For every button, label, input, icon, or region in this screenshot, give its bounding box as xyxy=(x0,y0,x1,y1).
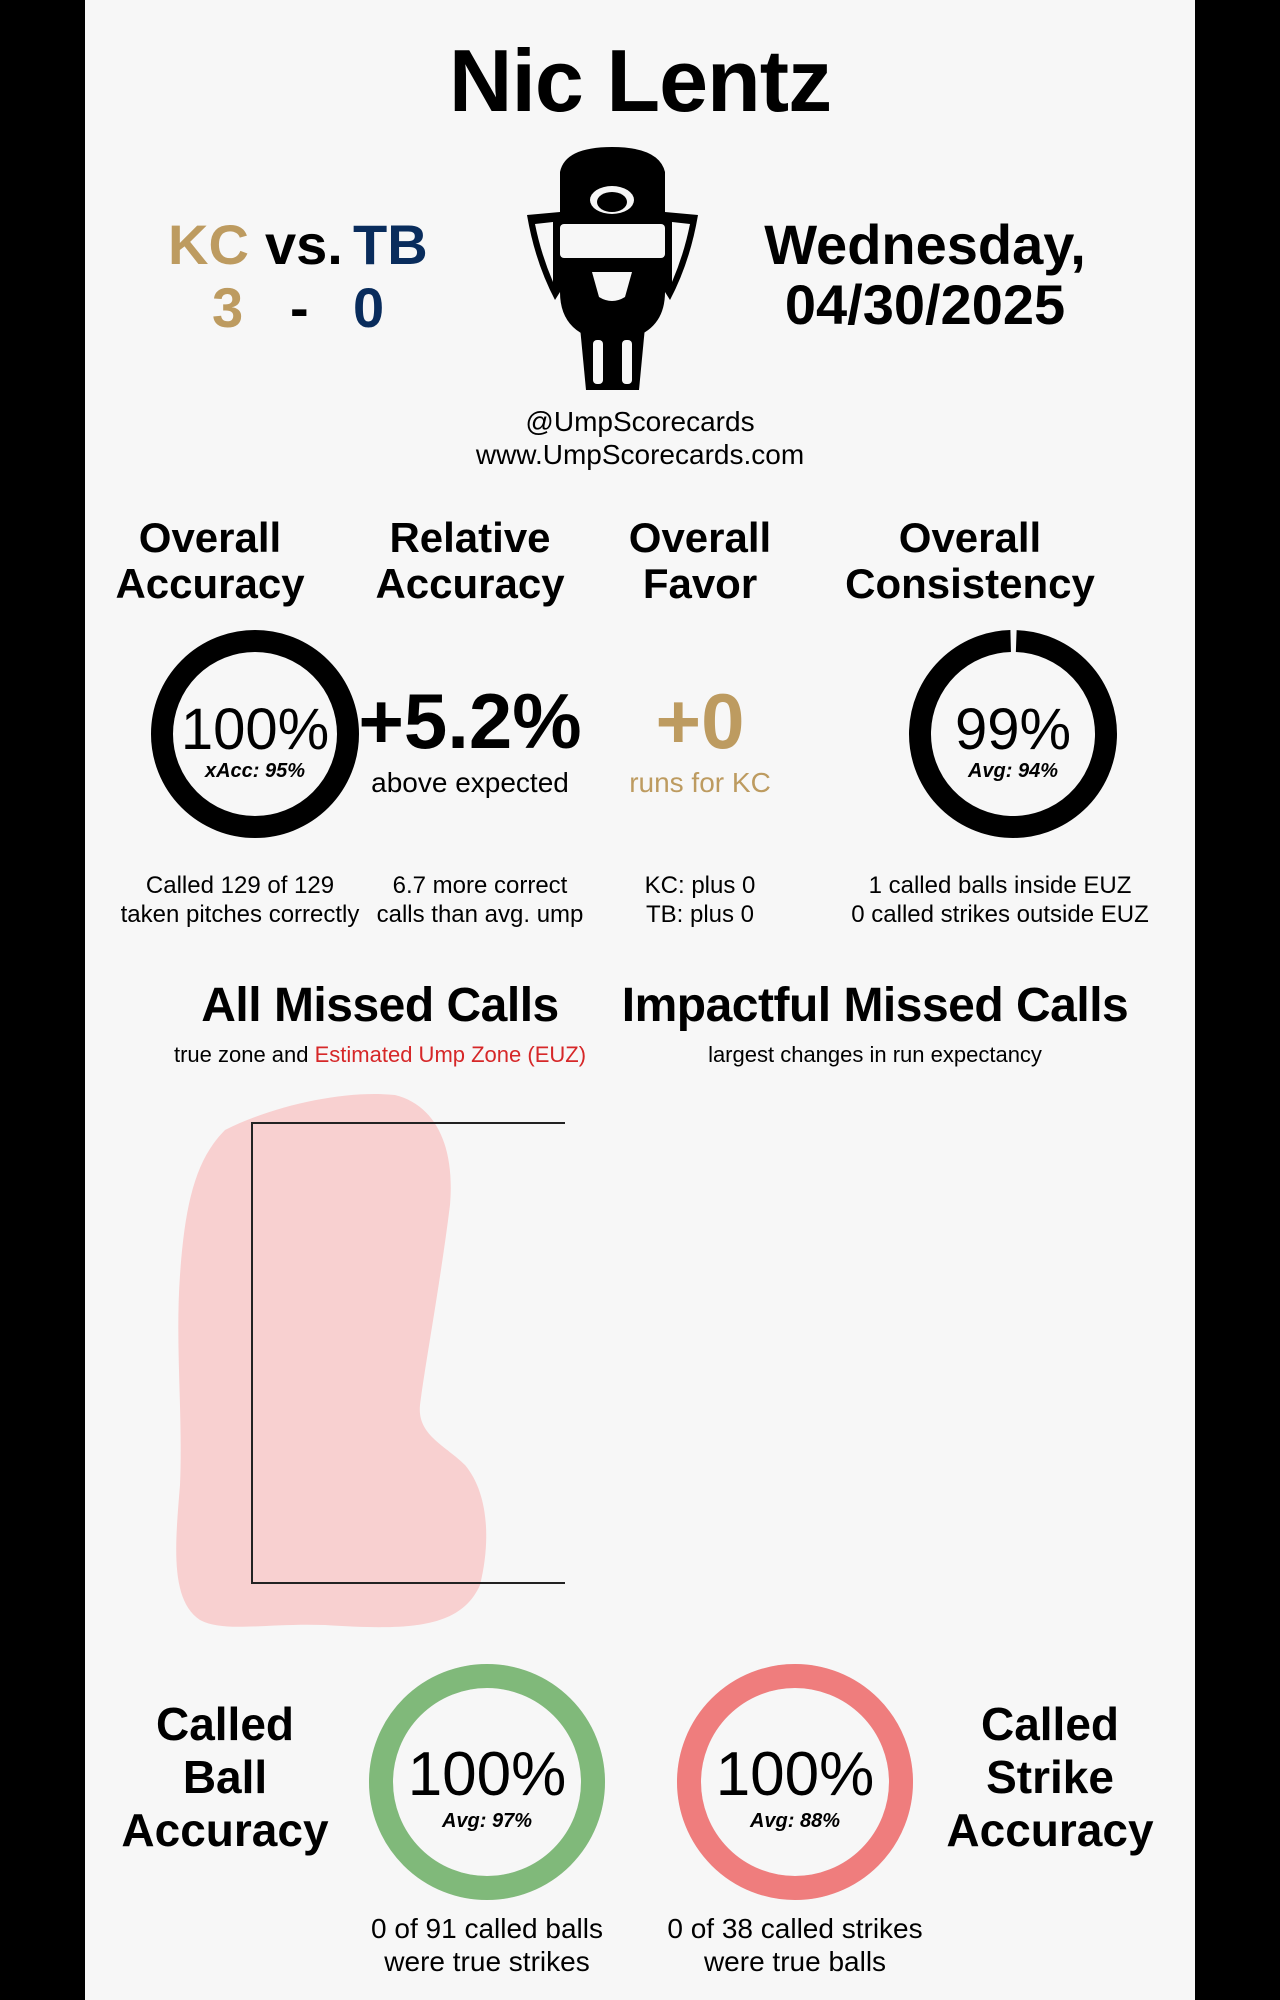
overall-favor-sub: runs for KC xyxy=(629,767,771,798)
overall-accuracy-title: Overall Accuracy xyxy=(115,514,305,607)
all-missed-calls-sub: true zone and Estimated Ump Zone (EUZ) xyxy=(173,1042,587,1067)
away-score: 3 xyxy=(212,276,244,339)
relative-accuracy-value: +5.2% xyxy=(358,677,582,765)
overall-accuracy-value: 100% xyxy=(180,697,330,762)
overall-favor-desc: KC: plus 0 TB: plus 0 xyxy=(644,872,756,928)
relative-accuracy-desc: 6.7 more correct calls than avg. ump xyxy=(376,872,584,928)
overall-consistency-avg: Avg: 94% xyxy=(967,760,1059,782)
umpire-name: Nic Lentz xyxy=(448,31,832,130)
called-strike-value: 100% xyxy=(715,1740,875,1809)
called-ball-value: 100% xyxy=(407,1740,567,1809)
euz-region xyxy=(176,1094,486,1627)
impactful-missed-calls-sub: largest changes in run expectancy xyxy=(708,1042,1042,1067)
called-ball-desc: 0 of 91 called balls were true strikes xyxy=(371,1913,603,1977)
scorecard xyxy=(85,0,1195,2000)
euz-label: Estimated Ump Zone (EUZ) xyxy=(314,1042,587,1067)
overall-consistency-title: Overall Consistency xyxy=(845,514,1095,607)
called-strike-desc: 0 of 38 called strikes were true balls xyxy=(667,1913,923,1977)
date-value: 04/30/2025 xyxy=(784,273,1066,336)
home-score: 0 xyxy=(353,276,385,339)
umpire-mask-icon xyxy=(525,142,700,394)
relative-accuracy-title: Relative Accuracy xyxy=(375,514,565,607)
website-link: www.UmpScorecards.com xyxy=(475,439,805,470)
overall-favor-value: +0 xyxy=(655,677,745,765)
overall-consistency-value: 99% xyxy=(954,697,1072,762)
away-team: KC xyxy=(168,213,249,276)
all-missed-calls-title: All Missed Calls xyxy=(201,979,559,1032)
overall-favor-title: Overall Favor xyxy=(628,514,772,607)
overall-consistency-desc: 1 called balls inside EUZ 0 called strikes outside EUZ xyxy=(851,872,1149,928)
strike-zone-plot xyxy=(145,1085,565,1640)
overall-accuracy-desc: Called 129 of 129 taken pitches correctly xyxy=(120,872,360,928)
vs-label: vs. xyxy=(265,213,343,276)
twitter-handle: @UmpScorecards xyxy=(525,406,755,437)
relative-accuracy-sub: above expected xyxy=(371,767,569,798)
called-strike-avg: Avg: 88% xyxy=(749,1810,841,1832)
called-ball-avg: Avg: 97% xyxy=(441,1810,533,1832)
called-ball-accuracy-title: Called Ball Accuracy xyxy=(121,1698,329,1856)
impactful-missed-calls-title: Impactful Missed Calls xyxy=(621,979,1129,1032)
called-strike-accuracy-title: Called Strike Accuracy xyxy=(946,1698,1154,1856)
date-weekday: Wednesday, xyxy=(764,213,1086,276)
home-team: TB xyxy=(353,213,428,276)
score-dash: - xyxy=(290,276,309,339)
game-date xyxy=(725,215,1125,335)
overall-accuracy-xacc: xAcc: 95% xyxy=(204,760,306,782)
branding xyxy=(85,405,1195,471)
